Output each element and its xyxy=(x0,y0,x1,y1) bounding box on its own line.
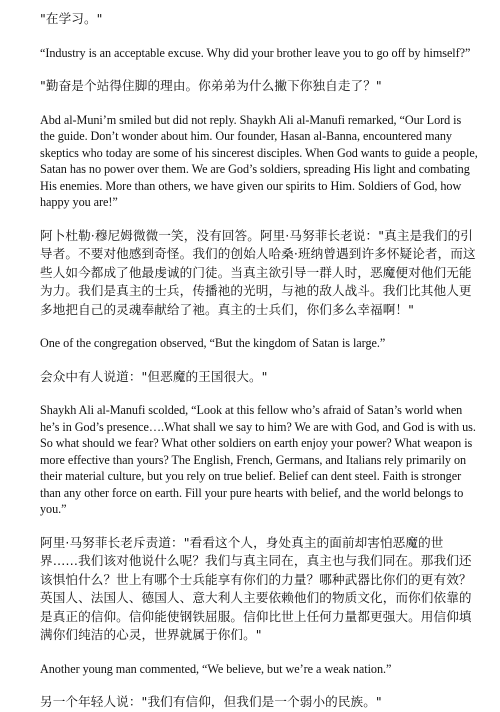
paragraph-zh-shaykh-scolds: 阿里·马努菲长老斥责道："看看这个人，身处真主的面前却害怕恶魔的世界……我们该对他说什么呢？我们与真主同在，真主也与我们同在。那我们还该惧怕什么？世上有哪个士兵能享有你们的力量？哪种武器比你们的更有效？英国人、法国人、德国人、意大利人主要依赖他们的物质文化，而你们依靠的是真正的信仰。信仰能使钢铁屈服。信仰比世上任何力量都更强大。用信仰填满你们纯洁的心灵，世界就属于你们。" xyxy=(40,534,472,642)
paragraph-en-shaykh-scolds: Shaykh Ali al-Manufi scolded, “Look at this fellow who’s afraid of Satan’s world when he’s in God’s presence….What shall we say to him? We are with God, and God is with us. So what should we fear? What other soldiers on earth enjoy your power? What weapon is more effective than yours? The English, French, Germans, and Italians rely primarily on their material culture, but you rely on true belief. Belief can dent steel. Faith is stronger than any other force on earth. Fill your pure hearts with belief, and the world belongs to you.” xyxy=(40,403,476,516)
paragraph-en-young-man: Another young man commented, “We believe, but we’re a weak nation.” xyxy=(40,661,392,676)
paragraph-zh-congregation: 会众中有人说道："但恶魔的王国很大。" xyxy=(40,368,268,384)
paragraph-en-shaykh-reply: Abd al-Muni’m smiled but did not reply. Shaykh Ali al-Manufi remarked, “Our Lord is the guide. Don’t wonder about him. Our founder, Hasan al-Banna, encountered many skeptics who today are some of his sincerest disciples. When God wants to guide a people, Satan has no power over them. We are God’s soldiers, spreading His light and combating His enemies. More than others, we have given our spirits to Him. Soldiers of God, how happy you are!” xyxy=(40,112,478,209)
paragraph-zh-young-man: 另一个年轻人说："我们有信仰，但我们是一个弱小的民族。" xyxy=(40,694,382,709)
paragraph-en-congregation: One of the congregation observed, “But the kingdom of Satan is large.” xyxy=(40,336,386,350)
paragraph-zh-studying: "在学习。" xyxy=(40,11,103,26)
paragraph-zh-shaykh-reply: 阿卜杜勒·穆尼姆微微一笑，没有回答。阿里·马努菲长老说："真主是我们的引导者。不要对他感到奇怪。我们的创始人哈桑·班纳曾遇到许多怀疑论者，而这些人如今都成了他最虔诚的门徒。当真主欲引导一群人时，恶魔便对他们无能为力。我们是真主的士兵，传播祂的光明，与祂的敌人战斗。我们比其他人更多地把自己的灵魂奉献给了祂。真主的士兵们，你们多么幸福啊！" xyxy=(40,227,476,317)
paragraph-en-question-brother: “Industry is an acceptable excuse. Why did your brother leave you to go off by himself?” xyxy=(40,45,471,60)
paragraph-zh-question-brother: "勤奋是个站得住脚的理由。你弟弟为什么撇下你独自走了？" xyxy=(40,78,382,93)
